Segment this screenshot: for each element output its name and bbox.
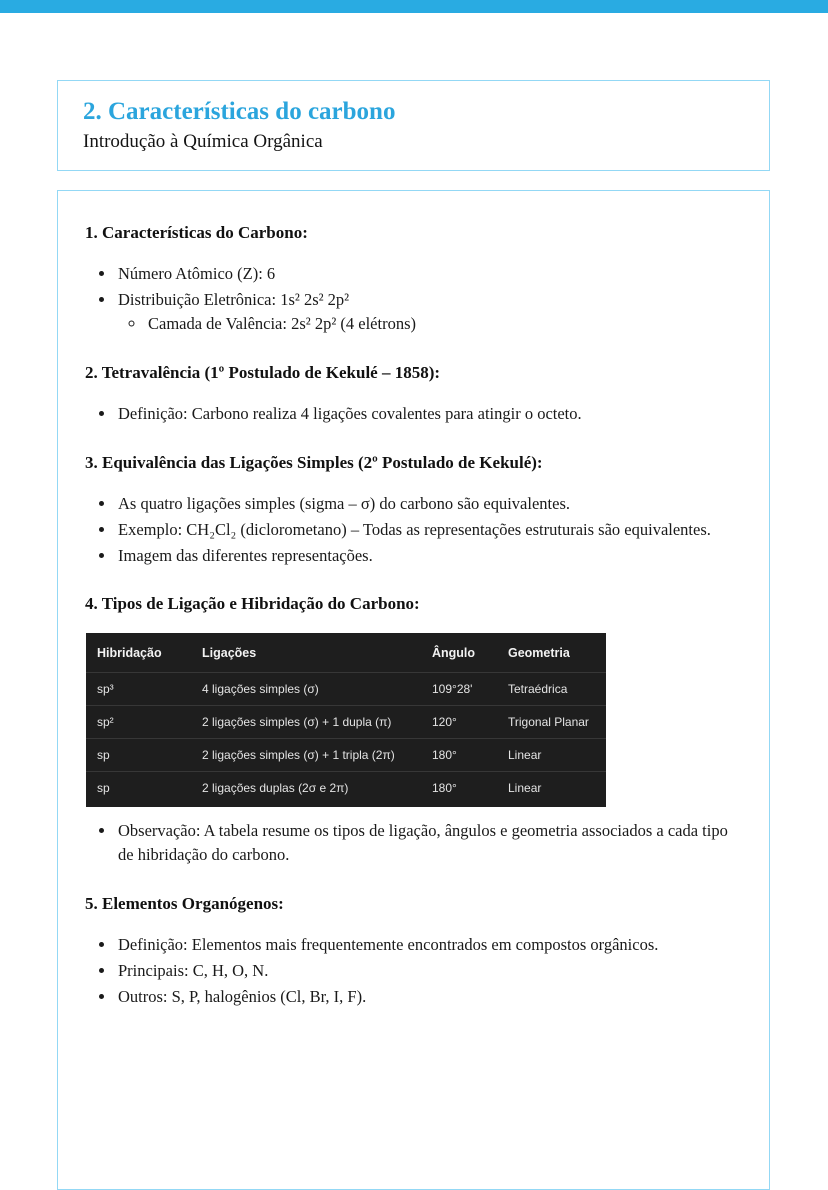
list-item (116, 933, 742, 957)
list-item-text: Distribuição Eletrônica: 1s² 2s² 2p² (118, 289, 350, 309)
table-cell: Trigonal Planar (498, 706, 606, 739)
list-item (116, 288, 742, 336)
table-cell: Tetraédrica (498, 673, 606, 706)
list-item (116, 518, 742, 542)
list-item (116, 959, 742, 983)
section-heading-1: 1. Características do Carbono: (85, 223, 308, 242)
bullet-list-1 (85, 262, 742, 336)
nested-bullet-list (118, 312, 742, 336)
bullet-list-3 (85, 492, 742, 568)
table-cell: sp² (86, 706, 192, 739)
table-cell: 2 ligações simples (σ) + 1 tripla (2π) (192, 739, 422, 772)
list-item-text: Principais: C, H, O, N. (118, 961, 269, 981)
table-row (86, 772, 606, 808)
hybridization-table (86, 633, 606, 807)
list-item (116, 544, 742, 568)
table-cell: sp³ (86, 673, 192, 706)
list-item-text: Outros: S, P, halogênios (Cl, Br, I, F). (118, 987, 367, 1007)
section-heading-5: 5. Elementos Organógenos: (85, 894, 284, 914)
table-cell: 180° (422, 772, 498, 808)
top-accent-bar (0, 0, 828, 13)
table-cell: sp (86, 739, 192, 772)
table-header-cell: Hibridação (97, 646, 162, 661)
table-cell: sp (86, 772, 192, 808)
section-heading-2: 2. Tetravalência (1º Postulado de Kekulé – 1858): (85, 362, 441, 382)
list-item (116, 819, 742, 867)
bullet-list-4 (85, 819, 742, 867)
bullet-list-2 (85, 402, 742, 426)
list-item-text: Observação: A tabela resume os tipos de ligação, ângulos e geometria associados a cada tipo de hibridação do carbono. (118, 821, 728, 865)
list-item (116, 402, 742, 426)
list-item-nested (146, 312, 742, 336)
table-cell: 4 ligações simples (σ) (192, 673, 422, 706)
page-subtitle: Introdução à Química Orgânica (83, 131, 323, 153)
bullet-list-5 (85, 933, 742, 1009)
table-row (86, 706, 606, 739)
table-header-cell: Geometria (508, 646, 570, 661)
list-item-text: Exemplo: CH₂Cl₂ (diclorometano) – Todas as representações estruturais são equivalentes. (118, 519, 711, 539)
list-item (116, 262, 742, 286)
section-heading-3: 3. Equivalência das Ligações Simples (2º Postulado de Kekulé): (85, 452, 543, 472)
list-item-text: Definição: Carbono realiza 4 ligações covalentes para atingir o octeto. (118, 403, 582, 423)
table-cell: 109°28' (422, 673, 498, 706)
section-heading-4: 4. Tipos de Ligação e Hibridação do Carbono: (85, 594, 420, 614)
list-item-text: Número Atômico (Z): 6 (118, 264, 276, 283)
list-item (116, 985, 742, 1009)
list-item-text: As quatro ligações simples (sigma – σ) do carbono são equivalentes. (118, 493, 570, 513)
header-card (57, 80, 770, 171)
list-item (116, 492, 742, 516)
table-row (86, 739, 606, 772)
content-card (57, 190, 770, 1190)
table-header-row (86, 633, 606, 673)
table-header-cell: Ângulo (432, 646, 476, 661)
list-item-text: Camada de Valência: 2s² 2p² (4 elétrons) (148, 313, 417, 333)
table-cell: 180° (422, 739, 498, 772)
table-cell: 120° (422, 706, 498, 739)
table-cell: Linear (498, 772, 606, 808)
list-item-text: Imagem das diferentes representações. (118, 545, 373, 565)
table-header-cell: Ligações (202, 646, 257, 661)
page-title: 2. Características do carbono (83, 98, 396, 125)
table-cell: Linear (498, 739, 606, 772)
table-cell: 2 ligações simples (σ) + 1 dupla (π) (192, 706, 422, 739)
table-row (86, 673, 606, 706)
table-cell: 2 ligações duplas (2σ e 2π) (192, 772, 422, 808)
list-item-text: Definição: Elementos mais frequentemente encontrados em compostos orgânicos. (118, 935, 659, 955)
